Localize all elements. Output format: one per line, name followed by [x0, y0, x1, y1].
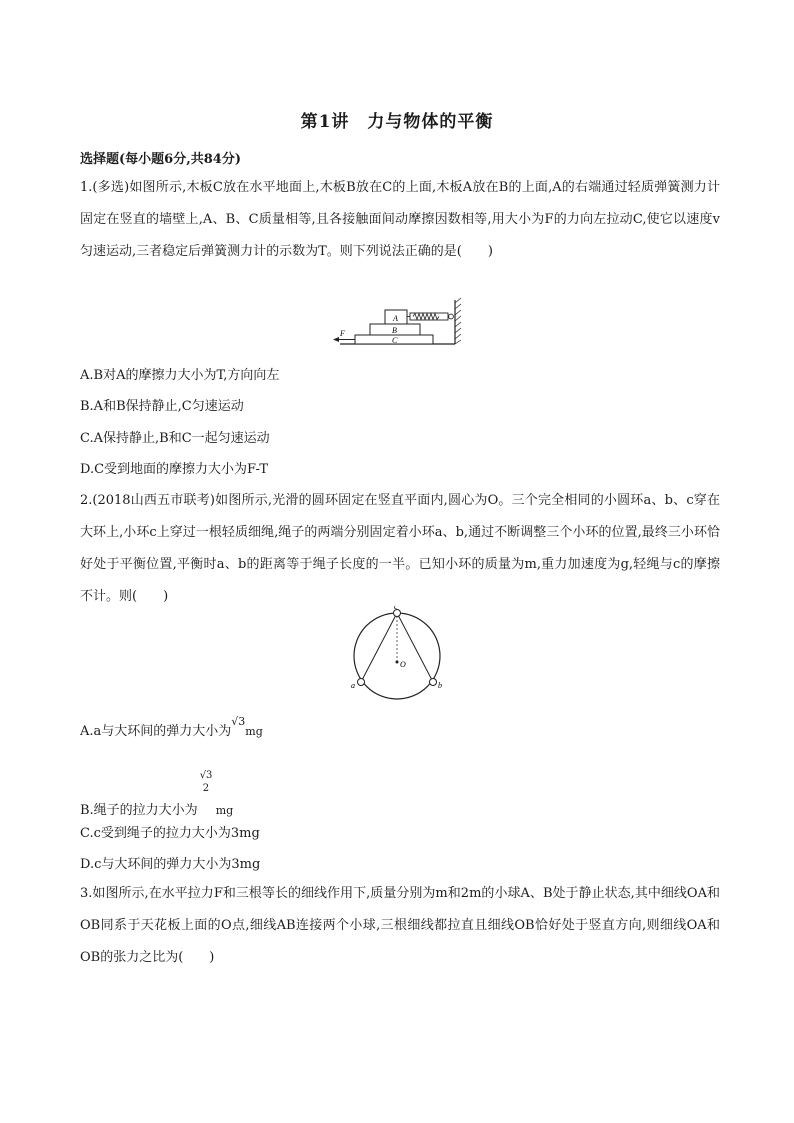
q1-option-d: D.C受到地面的摩擦力大小为F-T	[80, 462, 269, 477]
sqrt-three: √3	[231, 715, 246, 728]
q2-option-a	[80, 715, 263, 739]
fraction-sqrt3-over-2	[198, 770, 216, 800]
figure-label-o: O	[400, 660, 406, 669]
q2-option-a-unit: mg	[245, 725, 263, 738]
question-3-text: 3.如图所示,在水平拉力F和三根等长的细线作用下,质量分别为m和2m的小球A、B处于静止状态,其中细线OA和OB同系于天花板上面的O点,细线AB连接两个小球,三根细线都拉直且细线OB恰好处于竖直方向,则细线OA和OB的张力之比为( )	[80, 886, 720, 965]
question-2-text: 2.(2018山西五市联考)如图所示,光滑的圆环固定在竖直平面内,圆心为O。三个完全相同的小圆环a、b、c穿在大环上,小环c上穿过一根轻质细绳,绳子的两端分别固定着小环a、b,通过不断调整三个小环的位置,最终三小环恰好处于平衡位置,平衡时a、b的距离等于绳子长度的一半。已知小环的质量为m,重力加速度为g,轻绳与c的摩擦不计。则( )	[80, 493, 720, 604]
question-1-figure	[330, 297, 465, 349]
q2-option-c: C.c受到绳子的拉力大小为3mg	[80, 826, 260, 841]
figure-label-b: B	[392, 326, 397, 335]
figure-label-f: F	[340, 329, 345, 338]
figure-label-a: A	[393, 314, 398, 323]
figure-label-a: a	[351, 681, 355, 690]
q2-option-a-prefix: A.a与大环间的弹力大小为	[80, 724, 232, 739]
question-2-figure	[345, 606, 450, 706]
q2-option-d: D.c与大环间的弹力大小为3mg	[80, 857, 261, 872]
q1-option-c: C.A保持静止,B和C一起匀速运动	[80, 431, 270, 446]
section-heading: 选择题(每小题6分,共84分)	[80, 152, 241, 167]
figure-label-b: b	[438, 681, 442, 690]
fraction-numerator: √3	[199, 770, 213, 781]
figure-label-c: c	[394, 606, 398, 611]
page-title: 第1讲 力与物体的平衡	[300, 112, 494, 132]
q1-option-b: B.A和B保持静止,C匀速运动	[80, 399, 244, 414]
fraction-denominator: 2	[202, 783, 210, 794]
q2-option-b-prefix: B.绳子的拉力大小为	[80, 803, 198, 818]
q2-option-b	[80, 770, 234, 818]
figure-label-c: C	[392, 336, 398, 345]
q2-option-b-unit: mg	[215, 804, 234, 817]
q1-option-a: A.B对A的摩擦力大小为T,方向向左	[80, 368, 280, 383]
question-1-text: 1.(多选)如图所示,木板C放在水平地面上,木板B放在C的上面,木板A放在B的上面,A的右端通过轻质弹簧测力计固定在竖直的墙壁上,A、B、C质量相等,且各接触面间动摩擦因数相等,用大小为F的力向左拉动C,使它以速度v匀速运动,三者稳定后弹簧测力计的示数为T。则下列说法正确的是( )	[80, 180, 720, 259]
